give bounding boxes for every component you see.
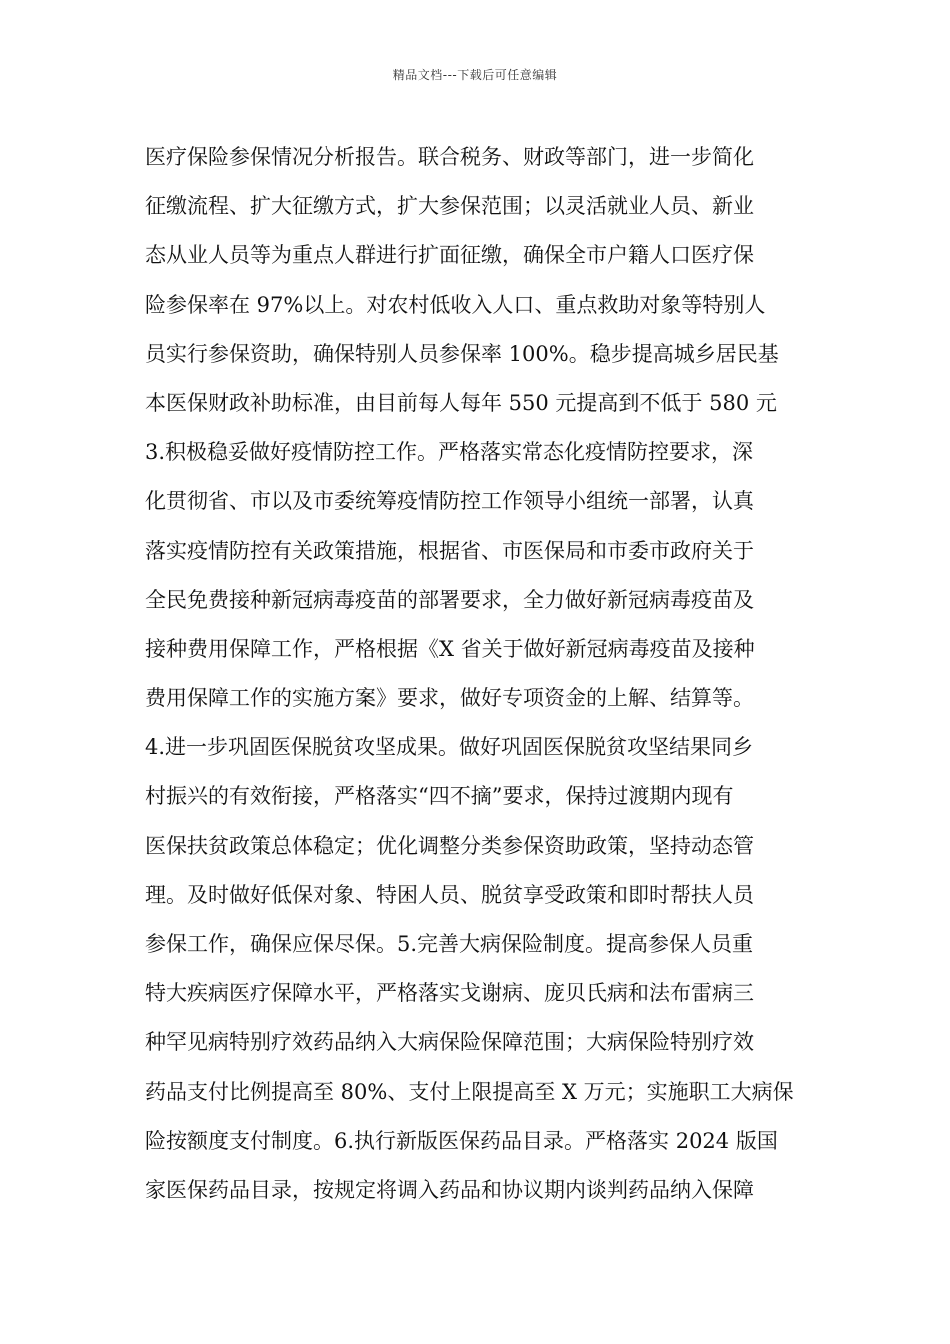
body-line: 态从业人员等为重点人群进行扩面征缴，确保全市户籍人口医疗保 (145, 243, 754, 268)
body-line: 特大疾病医疗保障水平，严格落实戈谢病、庞贝氏病和法布雷病三 (145, 981, 754, 1006)
body-line: 员实行参保资助，确保特别人员参保率 100%。稳步提高城乡居民基 (145, 341, 779, 366)
body-line: 参保工作，确保应保尽保。5.完善大病保险制度。提高参保人员重 (145, 932, 754, 956)
body-line: 征缴流程、扩大征缴方式，扩大参保范围；以灵活就业人员、新业 (145, 194, 754, 219)
page-header: 精品文档---下载后可任意编辑 (392, 68, 558, 82)
body-line: 险参保率在 97%以上。对农村低收入人口、重点救助对象等特别人 (145, 292, 766, 317)
body-line: 村振兴的有效衔接，严格落实“四不摘”要求，保持过渡期内现有 (145, 784, 734, 809)
body-line: 3.积极稳妥做好疫情防控工作。严格落实常态化疫情防控要求，深 (145, 440, 754, 465)
body-line: 医保扶贫政策总体稳定；优化调整分类参保资助政策，坚持动态管 (145, 833, 754, 858)
document-body (145, 133, 835, 1215)
body-line: 药品支付比例提高至 80%、支付上限提高至 X 万元；实施职工大病保 (145, 1079, 794, 1104)
body-line: 4.进一步巩固医保脱贫攻坚成果。做好巩固医保脱贫攻坚结果同乡 (145, 735, 754, 760)
body-line: 理。及时做好低保对象、特困人员、脱贫享受政策和即时帮扶人员 (145, 882, 754, 907)
body-line: 种罕见病特别疗效药品纳入大病保险保障范围；大病保险特别疗效 (145, 1030, 754, 1055)
body-line: 本医保财政补助标准，由目前每人每年 550 元提高到不低于 580 元 (145, 390, 777, 415)
body-line: 化贯彻省、市以及市委统筹疫情防控工作领导小组统一部署，认真 (145, 489, 754, 514)
body-line: 费用保障工作的实施方案》要求，做好专项资金的上解、结算等。 (145, 686, 754, 711)
body-line: 接种费用保障工作，严格根据《X 省关于做好新冠病毒疫苗及接种 (145, 636, 755, 661)
body-line: 家医保药品目录，按规定将调入药品和协议期内谈判药品纳入保障 (145, 1177, 754, 1202)
body-line: 医疗保险参保情况分析报告。联合税务、财政等部门，进一步简化 (145, 145, 754, 169)
body-line: 险按额度支付制度。6.执行新版医保药品目录。严格落实 2024 版国 (145, 1128, 778, 1153)
body-line: 全民免费接种新冠病毒疫苗的部署要求，全力做好新冠病毒疫苗及 (145, 587, 754, 612)
body-line: 落实疫情防控有关政策措施，根据省、市医保局和市委市政府关于 (145, 538, 754, 563)
